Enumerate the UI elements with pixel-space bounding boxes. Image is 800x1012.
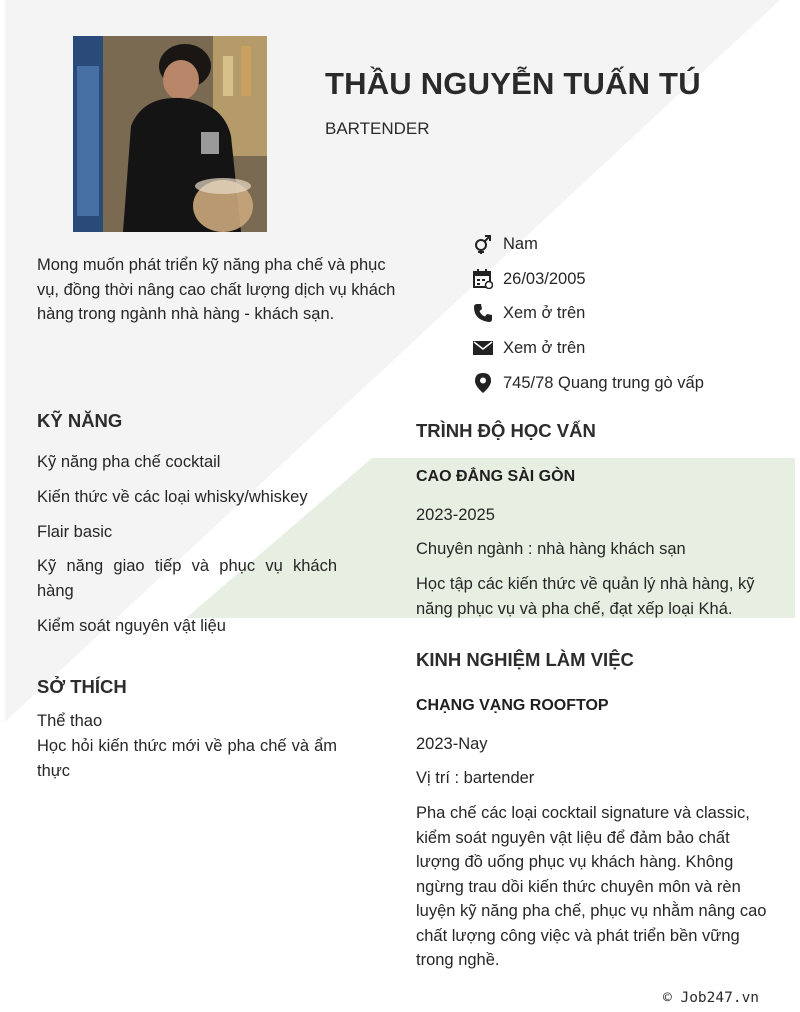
education-description: Học tập các kiến thức về quản lý nhà hàng, kỹ năng phục vụ và pha chế, đạt xếp loại Khá. (416, 575, 755, 618)
location-pin-icon (472, 372, 494, 394)
skill-item: Kiểm soát nguyên vật liệu (37, 617, 226, 635)
experience-company: CHẠNG VẠNG ROOFTOP (416, 697, 609, 714)
skill-item: Kỹ năng giao tiếp và phục vụ khách hàng (37, 557, 337, 600)
experience-heading: KINH NGHIỆM LÀM VIỆC (416, 649, 634, 670)
calendar-icon (472, 268, 494, 290)
profile-photo (73, 36, 267, 232)
email-value: Xem ở trên (503, 338, 586, 357)
hobby-item: Thể thao (37, 712, 103, 730)
education-school: CAO ĐẲNG SÀI GÒN (416, 468, 576, 485)
skill-item: Flair basic (37, 523, 113, 541)
career-objective: Mong muốn phát triển kỹ năng pha chế và phục vụ, đồng thời nâng cao chất lượng dịch vụ khách hàng trong ngành nhà hàng - khách sạn. (37, 256, 396, 323)
experience-period: 2023-Nay (416, 735, 488, 753)
contact-birthday (472, 267, 586, 291)
contact-gender (472, 232, 538, 256)
education-major: Chuyên ngành : nhà hàng khách sạn (416, 540, 686, 558)
gender-icon (472, 233, 494, 255)
gender-value: Nam (503, 234, 538, 253)
skills-heading: KỸ NĂNG (37, 410, 123, 431)
education-period: 2023-2025 (416, 506, 495, 524)
skill-item: Kiến thức về các loại whisky/whiskey (37, 488, 308, 506)
candidate-name: THẦU NGUYỄN TUẤN TÚ (325, 66, 701, 101)
mail-icon (472, 337, 494, 359)
skill-item: Kỹ năng pha chế cocktail (37, 453, 221, 471)
footer-copyright: © Job247.vn (663, 990, 760, 1006)
hobby-item: Học hỏi kiến thức mới về pha chế và ẩm thực (37, 737, 337, 780)
candidate-title: BARTENDER (325, 119, 430, 138)
phone-value: Xem ở trên (503, 303, 586, 322)
experience-description: Pha chế các loại cocktail signature và classic, kiểm soát nguyên vật liệu để đảm bảo chất lượng đồ uống phục vụ khách hàng. Không ngừng trau dồi kiến thức chuyên môn và rèn luyện kỹ năng pha chế, phục vụ nhằm nâng cao chất lượng công việc và phát triển bền vững trong nghề. (416, 804, 767, 969)
birthday-value: 26/03/2005 (503, 269, 586, 288)
hobbies-heading: SỞ THÍCH (37, 676, 127, 697)
phone-icon (472, 302, 494, 324)
education-heading: TRÌNH ĐỘ HỌC VẤN (416, 420, 596, 441)
contact-email (472, 336, 585, 360)
address-value: 745/78 Quang trung gò vấp (503, 373, 704, 392)
contact-phone (472, 301, 585, 325)
contact-address (472, 371, 704, 395)
experience-position: Vị trí : bartender (416, 769, 535, 787)
